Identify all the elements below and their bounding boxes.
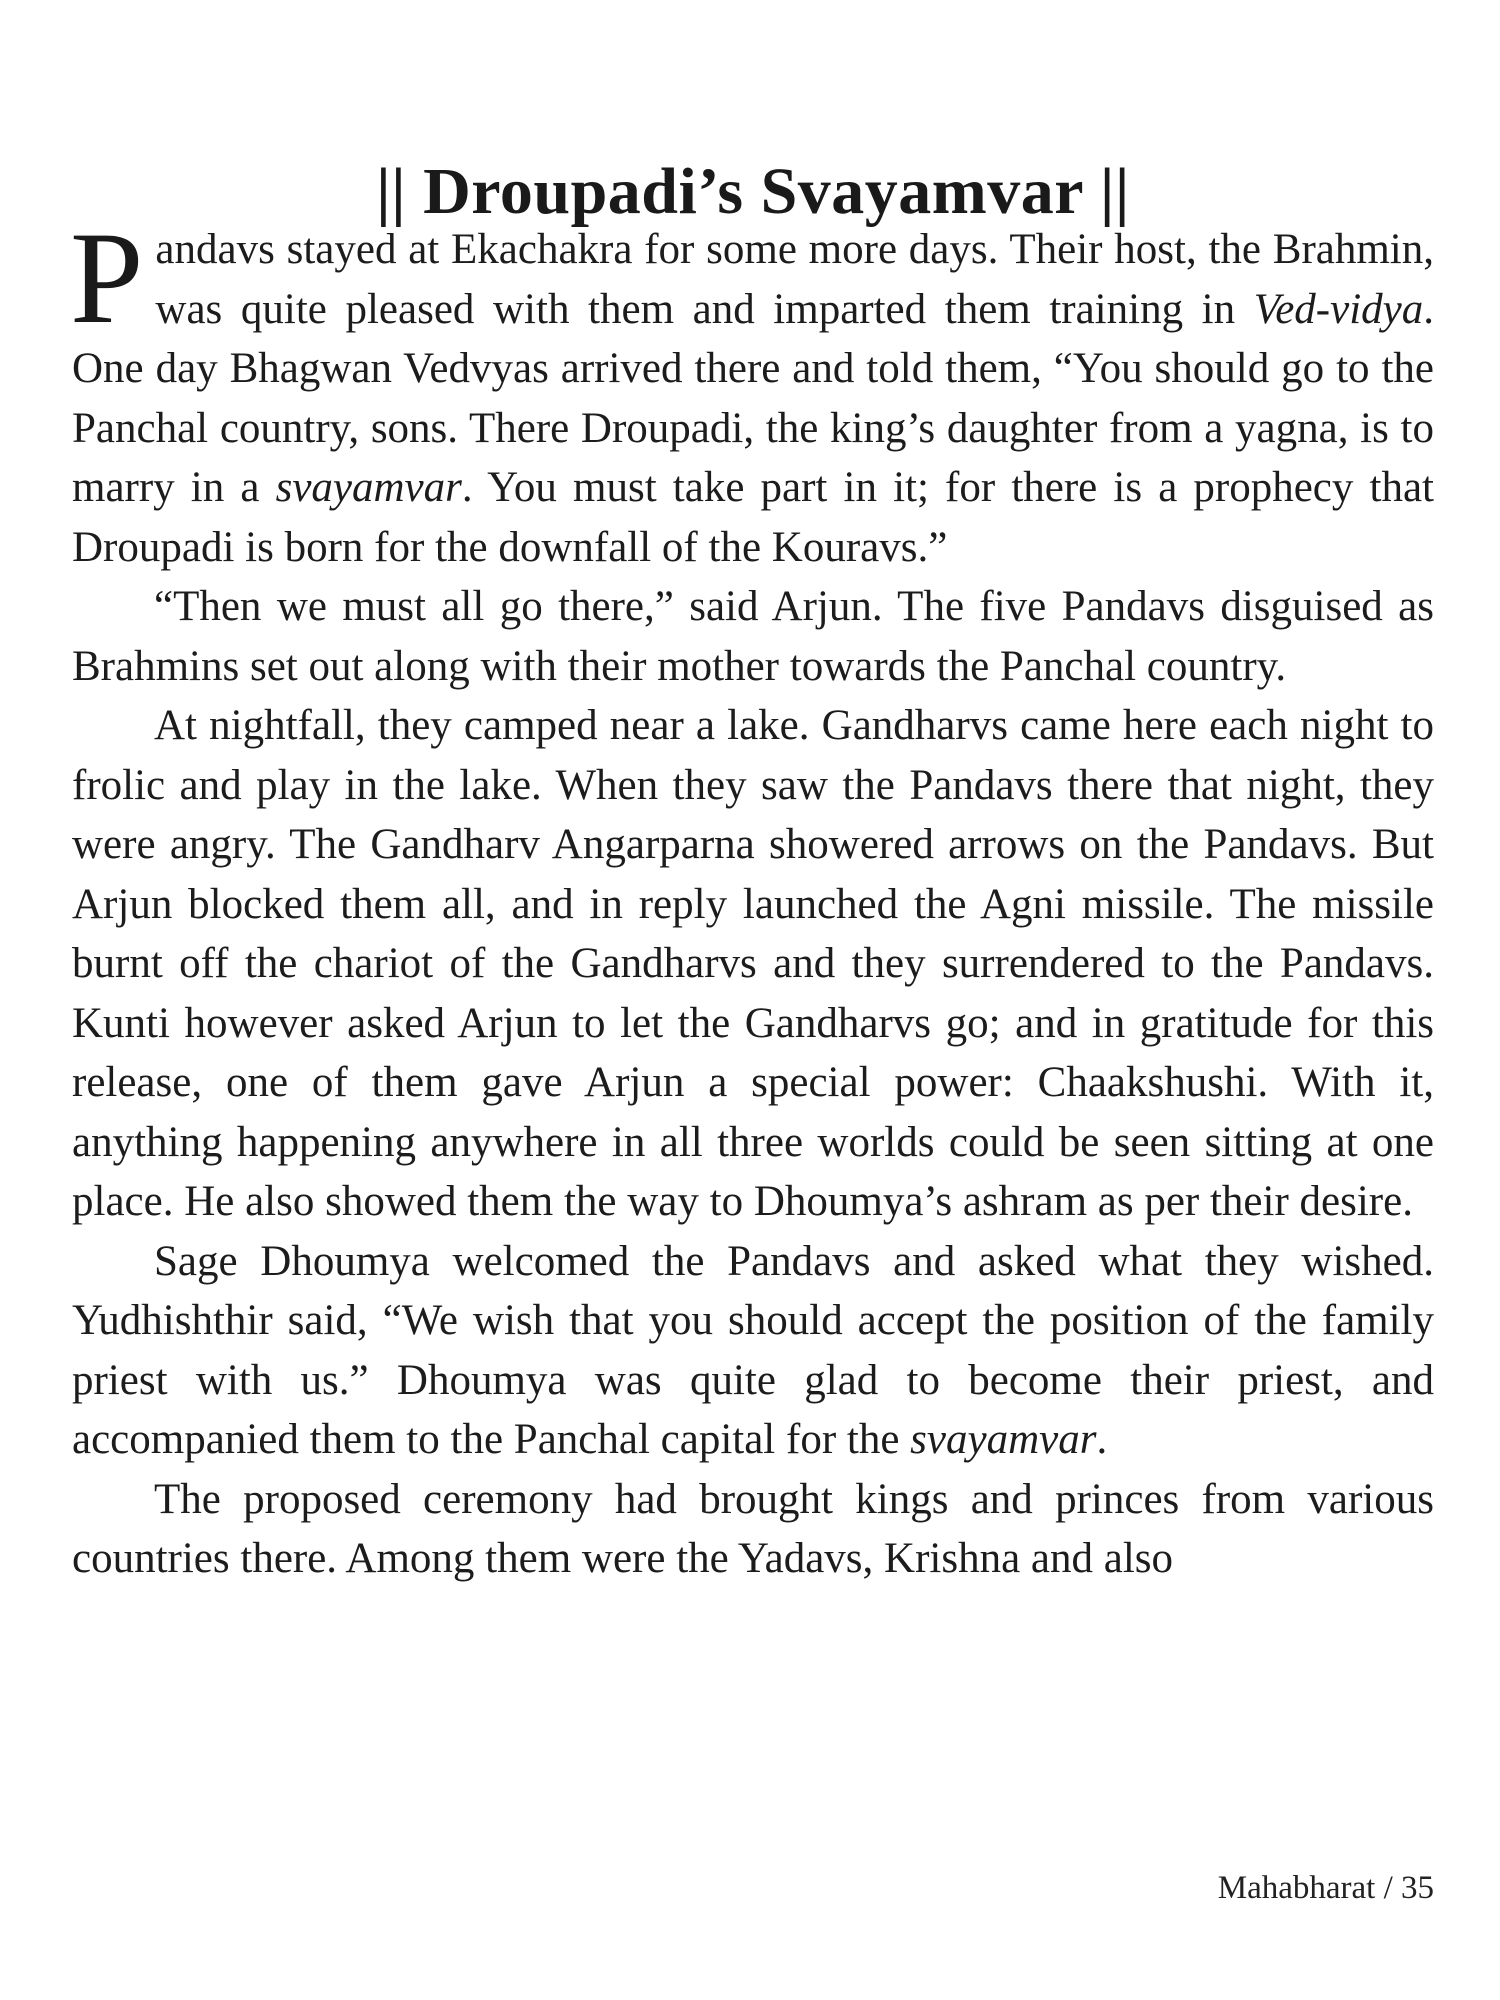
paragraph-1-italic-svayamvar: svayamvar — [275, 464, 462, 511]
paragraph-1-italic-ved-vidya: Ved-vidya — [1253, 285, 1424, 333]
paragraph-1-text-c: . You must take part in it; for there is a prophecy that Droupadi is born for the downfall of the Kouravs.” — [72, 464, 1434, 571]
paragraph-4-italic-svayamvar: svayamvar — [910, 1416, 1097, 1463]
paragraph-4 — [72, 1232, 1434, 1470]
paragraph-4-text-b: . — [1096, 1416, 1108, 1463]
paragraph-1-text-a: andavs stayed at Ekachakra for some more days. Their host, the Brahmin, was quite pleased with them and imparted them training in — [155, 226, 1434, 333]
chapter-title: || Droupadi’s Svayamvar || — [376, 155, 1130, 229]
body-text — [70, 204, 1434, 1589]
paragraph-1-text-b: . One day Bhagwan Vedvyas arrived there and told them, “You should go to the Panchal country, sons. There Droupadi, the king’s daughter from a yagna, is to marry in a — [72, 285, 1434, 511]
paragraph-4-text-a: Sage Dhoumya welcomed the Pandavs and asked what they wished. Yudhishthir said, “We wish that you should accept the position of the family priest with us.” Dhoumya was quite glad to become their priest, and accompanied them to the Panchal capital for the — [72, 1237, 1434, 1463]
page-footer: Mahabharat / 35 — [1217, 1870, 1434, 1906]
book-page — [72, 0, 1434, 2000]
paragraph-1 — [70, 204, 1434, 577]
paragraph-3: At nightfall, they camped near a lake. Gandharvs came here each night to frolic and play in the lake. When they saw the Pandavs there that night, they were angry. The Gandharv Angarparna showered arrows on the Pandavs. But Arjun blocked them all, and in reply launched the Agni missile. The missile burnt off the chariot of the Gandharvs and they surrendered to the Pandavs. Kunti however asked Arjun to let the Gandharvs go; and in gratitude for this release, one of them gave Arjun a special power: Chaakshushi. With it, anything happening anywhere in all three worlds could be seen sitting at one place. He also showed them the way to Dhoumya’s ashram as per their desire. — [72, 702, 1434, 1225]
paragraph-5: The proposed ceremony had brought kings and princes from various countries there. Among them were the Yadavs, Krishna and also — [72, 1475, 1434, 1582]
paragraph-2: “Then we must all go there,” said Arjun. The five Pandavs disguised as Brahmins set out along with their mother towards the Panchal country. — [72, 583, 1434, 690]
drop-cap: P — [70, 204, 144, 351]
